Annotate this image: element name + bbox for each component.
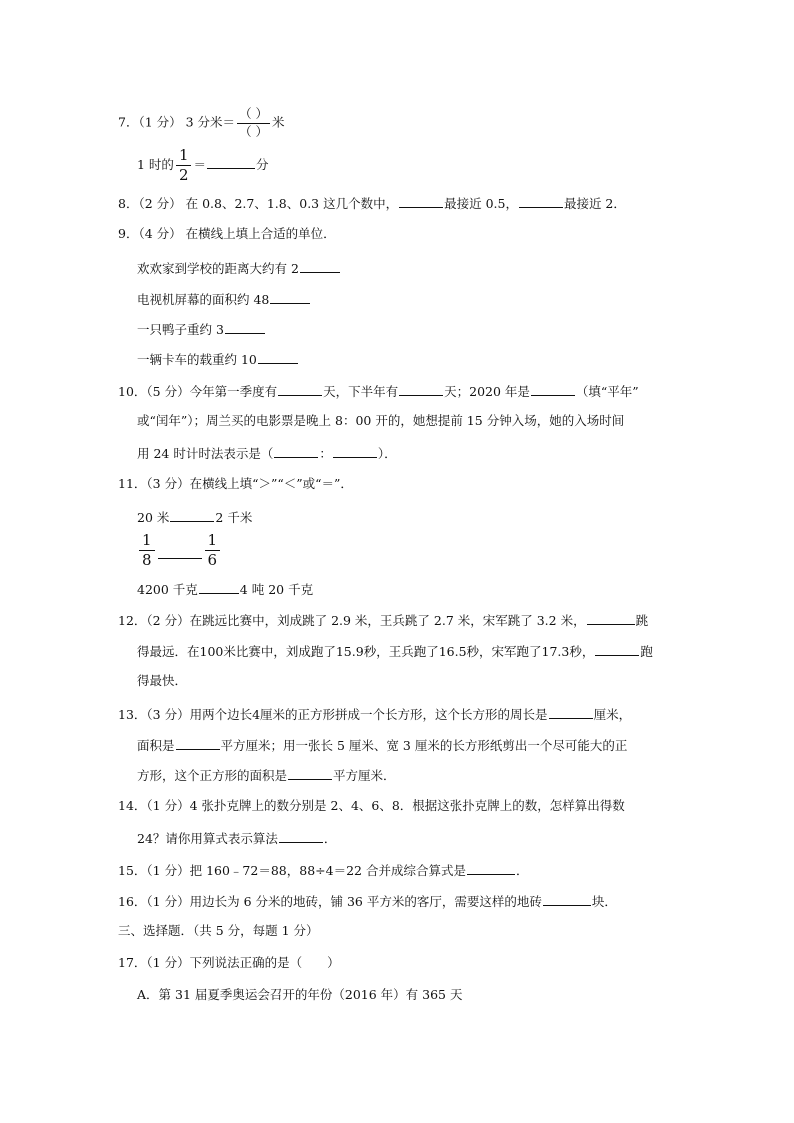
question-score: （5 分） [146,384,190,399]
fraction-numerator: 1 [139,533,155,551]
question-number: 17． [118,955,147,970]
question-15 [118,863,528,878]
question-text: 平方厘米；用一张长 5 厘米、宽 3 厘米的长方形纸剪出一个尽可能大的正 [220,738,628,753]
question-11-item [137,582,313,597]
question-number: 8． [118,196,139,211]
question-9-item [137,292,311,307]
question-14 [118,800,625,813]
question-text: 块． [591,894,617,909]
question-11 [118,478,353,491]
equals-sign: ＝ [193,157,206,172]
question-text: 用 24 时计时法表示是（ [137,446,274,461]
question-text: 天，下半年有 [323,384,399,399]
answer-blank[interactable] [225,322,265,334]
question-text: 面积是 [137,738,175,753]
question-text: 1 时的 [137,157,174,172]
answer-blank[interactable] [278,384,322,396]
question-number: 9． [118,226,139,241]
question-number: 7． [118,114,139,130]
section-title [118,925,319,938]
answer-blank[interactable] [595,644,639,656]
question-score: （3 分） [146,707,190,722]
unit-label: 米 [272,114,285,130]
question-9 [118,228,336,241]
item-text: 一辆卡车的载重约 10 [137,352,257,367]
question-text: ： [319,446,332,461]
question-text: 今年第一季度有 [189,384,278,399]
answer-blank[interactable] [158,547,202,559]
question-text: 跑 [640,644,653,659]
item-text: 4200 千克 [137,582,198,597]
question-8 [118,196,626,211]
question-10 [118,384,639,399]
answer-blank[interactable] [274,446,318,458]
answer-blank[interactable] [549,707,593,719]
question-11-fractions [137,533,222,568]
question-text: 得最远．在100米比赛中，刘成跑了15.9秒，王兵跑了16.5秒，宋军跑了17.3秒， [137,644,595,659]
question-16 [118,894,617,909]
answer-blank[interactable] [587,613,635,625]
question-text: 在 0.8、2.7、1.8、0.3 这几个数中， [185,196,399,211]
question-13-line3 [137,768,396,783]
answer-blank[interactable] [333,446,377,458]
question-text: ）． [377,446,397,461]
item-text: 电视机屏幕的面积约 48 [137,292,270,307]
question-text: 方形，这个正方形的面积是 [137,768,288,783]
item-text: 欢欢家到学校的距离大约有 2 [137,261,299,276]
question-11-item [137,510,252,525]
question-number: 14． [118,798,147,813]
fraction-one-half [176,148,192,183]
question-7 [118,108,285,138]
fraction-blank[interactable] [237,108,270,138]
question-number: 12． [118,613,147,628]
fraction-numerator: （ ） [237,108,270,124]
item-text: 4 吨 20 千克 [239,582,314,597]
fraction-denominator: 2 [178,166,189,184]
question-number: 11． [118,476,147,491]
question-14-line2 [137,831,336,846]
answer-blank[interactable] [258,352,298,364]
question-text: ． [323,831,337,846]
fraction-denominator: 8 [142,551,152,569]
question-text: 在跳远比赛中，刘成跳了 2.9 米，王兵跳了 2.7 米，宋军跳了 3.2 米， [189,613,586,628]
question-text: 在横线上填上合适的单位． [185,226,336,241]
question-number: 15． [118,863,147,878]
question-text: 平方厘米． [333,768,396,783]
question-10-line2 [137,415,624,428]
question-number: 13． [118,707,147,722]
question-7-line2 [137,148,269,183]
fraction-numerator: 1 [176,148,192,166]
question-score: （1 分） [146,863,190,878]
question-12 [118,613,648,628]
question-text: 24？请你用算式表示算法 [137,831,278,846]
answer-blank[interactable] [399,196,443,208]
question-score: （1 分） [146,894,190,909]
item-text: 一只鸭子重约 3 [137,322,224,337]
question-text: 3 分米＝ [185,114,236,130]
option-text: A．第 31 届夏季奥运会召开的年份（2016 年）有 365 天 [137,987,463,1002]
question-text: （填“平年” [575,384,639,399]
question-text: ． [515,863,529,878]
fraction-denominator: （ ） [239,123,269,139]
question-text: 下列说法正确的是（ ） [189,955,340,970]
question-number: 16． [118,894,147,909]
question-13-line2 [137,738,627,753]
question-13 [118,707,631,722]
question-text: 厘米， [593,707,632,722]
answer-blank[interactable] [170,510,214,522]
answer-blank[interactable] [176,738,220,750]
question-score: （3 分） [146,476,190,491]
item-text: 20 米 [137,510,170,525]
answer-blank[interactable] [543,894,591,906]
question-10-line3 [137,446,397,461]
question-9-item [137,261,341,276]
question-text: 天；2020 年是 [444,384,530,399]
question-score: （1 分） [146,955,190,970]
answer-blank[interactable] [531,384,575,396]
question-score: （1 分） [146,798,190,813]
answer-blank[interactable] [279,831,323,843]
question-text: 4 张扑克牌上的数分别是 2、4、6、8．根据这张扑克牌上的数，怎样算出得数 [189,798,625,813]
fraction-denominator: 6 [207,551,218,569]
question-score: （1 分） [138,114,182,130]
question-text: 用边长为 6 分米的地砖，铺 36 平方米的客厅，需要这样的地砖 [189,894,542,909]
question-12-line2 [137,644,653,659]
answer-blank[interactable] [199,582,239,594]
answer-blank[interactable] [300,261,340,273]
question-score: （2 分） [138,196,182,211]
answer-blank[interactable] [399,384,443,396]
question-17 [118,957,340,970]
question-text: 跳 [635,613,649,628]
question-12-line3 [137,675,187,688]
answer-blank[interactable] [207,157,255,169]
question-text: 把 160﹣72＝88，88÷4＝22 合并成综合算式是 [189,863,466,878]
question-text: 最接近 2． [563,196,626,211]
answer-blank[interactable] [519,196,563,208]
fraction-one-sixth [205,533,221,568]
question-score: （4 分） [138,226,182,241]
unit-label: 分 [256,157,269,172]
item-text: 2 千米 [215,510,253,525]
question-text: 或“闰年”）；周兰买的电影票是晚上 8：00 开的，她想提前 15 分钟入场，她的入场时间 [137,413,625,428]
question-score: （2 分） [146,613,190,628]
fraction-numerator: 1 [205,533,221,551]
fraction-one-eighth [139,533,155,568]
question-text: 用两个边长4厘米的正方形拼成一个长方形，这个长方形的周长是 [189,707,548,722]
question-9-item [137,352,299,367]
answer-blank[interactable] [270,292,310,304]
answer-blank[interactable] [467,863,515,875]
section-heading: 三、选择题．（共 5 分，每题 1 分） [118,923,319,938]
question-17-option-a[interactable] [137,989,462,1002]
question-text: 得最快． [137,673,188,688]
question-text: 在横线上填“＞”“＜”或“＝”． [189,476,353,491]
answer-blank[interactable] [288,768,332,780]
question-number: 10． [118,384,147,399]
question-9-item [137,322,266,337]
question-text: 最接近 0.5， [444,196,518,211]
